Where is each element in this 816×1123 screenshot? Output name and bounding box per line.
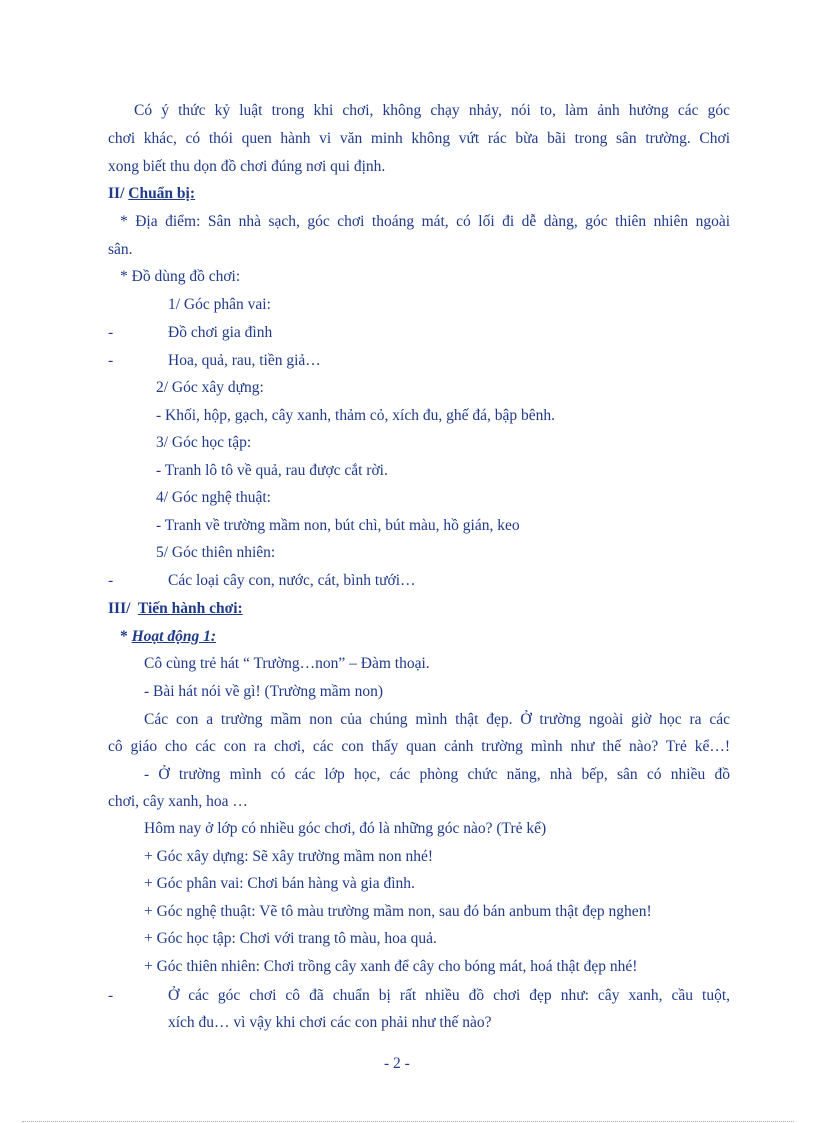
footer-divider [22, 1121, 794, 1122]
activity-title: Hoạt động 1: [131, 628, 217, 645]
list-item: + Góc phân vai: Chơi bán hàng và gia đình. [144, 875, 415, 892]
list-dash: - [108, 572, 114, 589]
paragraph: cô giáo cho các con ra chơi, các con thấy quan cảnh trường mình như thế nào? Trẻ kể…! [108, 738, 730, 755]
section-title: Chuẩn bị: [128, 185, 196, 202]
list-item: + Góc thiên nhiên: Chơi trồng cây xanh để cây cho bóng mát, hoá thật đẹp nhé! [144, 958, 638, 975]
intro-line: Có ý thức kỷ luật trong khi chơi, không chạy nhảy, nói to, làm ảnh hưởng các góc [134, 102, 730, 119]
paragraph: chơi, cây xanh, hoa … [108, 793, 248, 810]
paragraph: - Ở trường mình có các lớp học, các phòng chức năng, nhà bếp, sân có nhiều đồ [144, 766, 730, 783]
list-item: Hoa, quả, rau, tiền giả… [168, 352, 321, 369]
section-heading [108, 184, 195, 204]
page-number: - 2 - [384, 1055, 410, 1072]
list-dash: - [108, 324, 114, 341]
section-number: III/ [108, 600, 131, 617]
paragraph: Hôm nay ở lớp có nhiều góc chơi, đó là những góc nào? (Trẻ kể) [144, 820, 547, 837]
corner-title: 4/ Góc nghệ thuật: [156, 489, 271, 506]
paragraph: Ở các góc chơi cô đã chuẩn bị rất nhiều đồ chơi đẹp như: cây xanh, cầu tuột, [168, 987, 730, 1004]
list-item: + Góc nghệ thuật: Vẽ tô màu trường mầm non, sau đó bán anbum thật đẹp nghen! [144, 903, 652, 920]
list-item: Các loại cây con, nước, cát, bình tưới… [168, 572, 416, 589]
activity-star: * [120, 628, 128, 645]
list-dash: - [108, 987, 114, 1004]
corner-title: 5/ Góc thiên nhiên: [156, 544, 276, 561]
section-heading [108, 599, 243, 619]
paragraph: Các con a trường mầm non của chúng mình thật đẹp. Ở trường ngoài giờ học ra các [144, 711, 730, 728]
list-item: - Khối, hộp, gạch, cây xanh, thảm cỏ, xích đu, ghế đá, bập bênh. [156, 407, 556, 424]
section-title: Tiến hành chơi: [137, 600, 243, 617]
corner-title: 2/ Góc xây dựng: [156, 379, 264, 396]
activity-heading [120, 627, 216, 647]
intro-line: xong biết thu dọn đồ chơi đúng nơi qui định. [108, 158, 386, 175]
paragraph: xích đu… vì vậy khi chơi các con phải như thế nào? [168, 1014, 492, 1031]
location-line: * Địa điểm: Sân nhà sạch, góc chơi thoáng mát, có lối đi dễ dàng, góc thiên nhiên ngoài [120, 213, 730, 230]
corner-title: 3/ Góc học tập: [156, 434, 252, 451]
toys-heading: * Đồ dùng đồ chơi: [120, 268, 241, 285]
list-item: + Góc xây dựng: Sẽ xây trường mầm non nhé! [144, 848, 434, 865]
list-item: - Tranh về trường mầm non, bút chì, bút màu, hồ gián, keo [156, 517, 520, 534]
corner-title: 1/ Góc phân vai: [168, 296, 271, 313]
section-number: II/ [108, 185, 125, 202]
paragraph: - Bài hát nói về gì! (Trường mầm non) [144, 683, 384, 700]
intro-line: chơi khác, có thói quen hành vi văn minh không vứt rác bừa bãi trong sân trường. Chơi [108, 130, 730, 147]
list-dash: - [108, 352, 114, 369]
list-item: - Tranh lô tô về quả, rau được cắt rời. [156, 462, 388, 479]
list-item: Đồ chơi gia đình [168, 324, 273, 341]
list-item: + Góc học tập: Chơi với trang tô màu, hoa quả. [144, 930, 437, 947]
location-line: sân. [108, 241, 133, 258]
paragraph: Cô cùng trẻ hát “ Trường…non” – Đàm thoại. [144, 655, 430, 672]
